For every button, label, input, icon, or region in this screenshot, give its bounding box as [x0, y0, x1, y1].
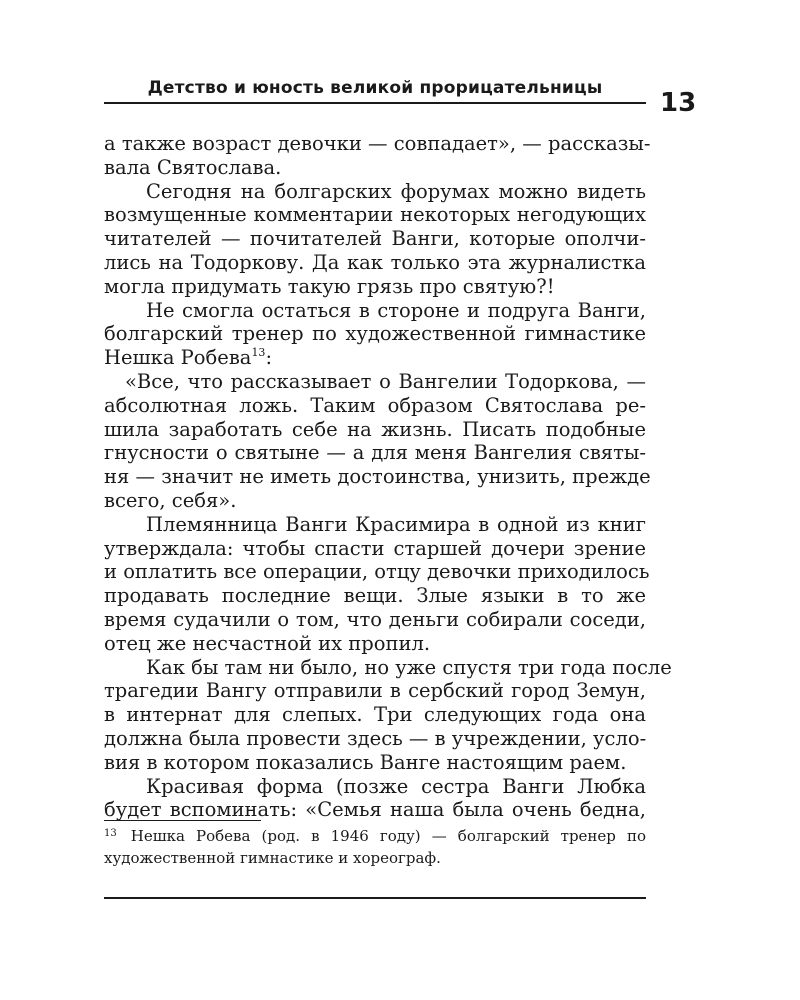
text-line: могла придумать такую грязь про святую?!	[104, 274, 555, 298]
text-line: должна была провести здесь — в учреждении, усло-	[104, 726, 647, 750]
text-line: Сегодня на болгарских форумах можно видеть	[146, 179, 646, 203]
text-line: время судачили о том, что деньги собирали соседи,	[104, 607, 646, 631]
footnote-line: художественной гимнастике и хореограф.	[104, 848, 441, 867]
text-line: всего, себя».	[104, 488, 237, 512]
header-rule	[104, 102, 646, 104]
body-text	[104, 132, 672, 822]
text-line: и оплатить все операции, отцу девочки приходилось	[104, 560, 650, 584]
text-line: Не смогла остаться в стороне и подруга Ванги,	[146, 298, 646, 322]
text-line: а также возраст девочки — совпадает», — рассказы-	[104, 132, 651, 155]
text-line: ня — значит не иметь достоинства, унизить, прежде	[104, 465, 651, 489]
text-line: шила заработать себе на жизнь. Писать подобные	[104, 417, 646, 441]
text-line: продавать последние вещи. Злые языки в то же	[104, 584, 646, 608]
text-line: отец же несчастной их пропил.	[104, 631, 431, 655]
text-line: возмущенные комментарии некоторых негодующих	[104, 203, 646, 227]
footnote-text: Нешка Робева (род. в 1946 году) — болгарский тренер по	[130, 827, 646, 845]
text-line	[104, 346, 646, 370]
text-line: трагедии Вангу отправили в сербский город Земун,	[104, 679, 646, 703]
footnote	[104, 826, 646, 869]
footnote-line	[104, 826, 646, 848]
footnote-rule	[104, 820, 261, 821]
text-line: Как бы там ни было, но уже спустя три года после	[146, 655, 672, 679]
text-line: лись на Тодоркову. Да как только эта журналистка	[104, 250, 646, 274]
footnote-number: 13	[104, 828, 117, 839]
text-line: будет вспоминать: «Семья наша была очень бедна,	[104, 798, 646, 822]
text-line: абсолютная ложь. Таким образом Святослава ре-	[104, 393, 646, 417]
person-name: Нешка Робева	[104, 346, 252, 370]
text-line: вала Святослава.	[104, 155, 282, 179]
page-number: 13	[660, 88, 697, 118]
text-line: гнусности о святыне — а для меня Вангелия святы-	[104, 441, 646, 465]
footer-rule	[104, 897, 646, 899]
text-line: утверждала: чтобы спасти старшей дочери зрение	[104, 536, 646, 560]
text-line: читателей — почитателей Ванги, которые ополчи-	[104, 227, 646, 251]
text-line: в интернат для слепых. Три следующих года она	[104, 703, 646, 727]
text-line: Племянница Ванги Красимира в одной из книг	[146, 512, 646, 536]
running-title: Детство и юность великой прорицательницы	[147, 78, 603, 98]
text-line: Красивая форма (позже сестра Ванги Любка	[146, 774, 646, 798]
footnote-reference: 13	[251, 346, 266, 360]
text-line: вия в котором показались Ванге настоящим раем.	[104, 750, 627, 774]
colon: :	[265, 346, 273, 370]
text-line: болгарский тренер по художественной гимнастике	[104, 322, 646, 346]
text-line: «Все, что рассказывает о Вангелии Тодоркова, —	[125, 369, 646, 393]
